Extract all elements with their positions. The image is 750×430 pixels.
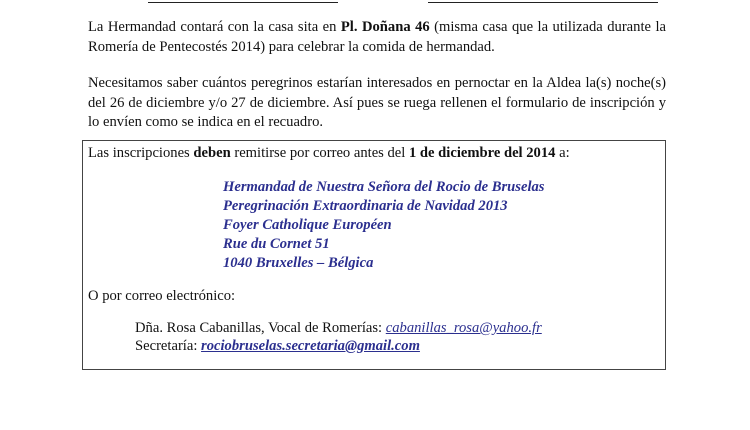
email-link-secretaria[interactable]: rociobruselas.secretaria@gmail.com bbox=[201, 338, 420, 354]
deadline-line bbox=[88, 144, 570, 164]
postal-address-line: Foyer Catholique Européen bbox=[223, 217, 392, 233]
previous-page-remnant bbox=[88, 0, 678, 6]
intro-paragraph-lodging: Necesitamos saber cuántos peregrinos estarían interesados en pernoctar en la Aldea la(s) noche(s) del 26 de diciembre y/o 27 de diciembre. Así pues se ruega rellenen el formulario de inscripción y lo envíen como se indica en el recuadro. bbox=[88, 75, 666, 130]
intro-text: (misma casa que la utilizada durante la Romería de Pentecostés 2014) para celebrar la comida de hermandad. bbox=[88, 19, 666, 55]
deadline-text: Las inscripciones bbox=[88, 145, 194, 161]
email-intro: O por correo electrónico: bbox=[88, 288, 236, 304]
intro-text: La Hermandad contará con la casa sita en bbox=[88, 19, 341, 35]
contact-label: Secretaría: bbox=[135, 338, 202, 354]
contact-romerias bbox=[135, 319, 542, 339]
postal-address-line: Peregrinación Extraordinaria de Navidad 2013 bbox=[223, 198, 508, 214]
registration-box bbox=[82, 140, 666, 370]
house-address: Pl. Doñana 46 bbox=[340, 19, 430, 35]
deadline-emphasis: deben bbox=[193, 145, 231, 161]
postal-address-line: Hermandad de Nuestra Señora del Rocio de Bruselas bbox=[223, 179, 545, 195]
contact-label: Dña. Rosa Cabanillas, Vocal de Romerías: bbox=[135, 320, 386, 336]
deadline-text: remitirse por correo antes del bbox=[230, 145, 409, 161]
postal-address-line: 1040 Bruxelles – Bélgica bbox=[223, 255, 374, 271]
postal-address-line: Rue du Cornet 51 bbox=[223, 236, 330, 252]
intro-paragraph-house bbox=[88, 18, 666, 57]
deadline-date: 1 de diciembre del 2014 bbox=[408, 145, 556, 161]
deadline-text: a: bbox=[555, 145, 570, 161]
contact-secretaria bbox=[135, 337, 420, 357]
email-link-romerias[interactable]: cabanillas_rosa@yahoo.fr bbox=[385, 320, 542, 336]
